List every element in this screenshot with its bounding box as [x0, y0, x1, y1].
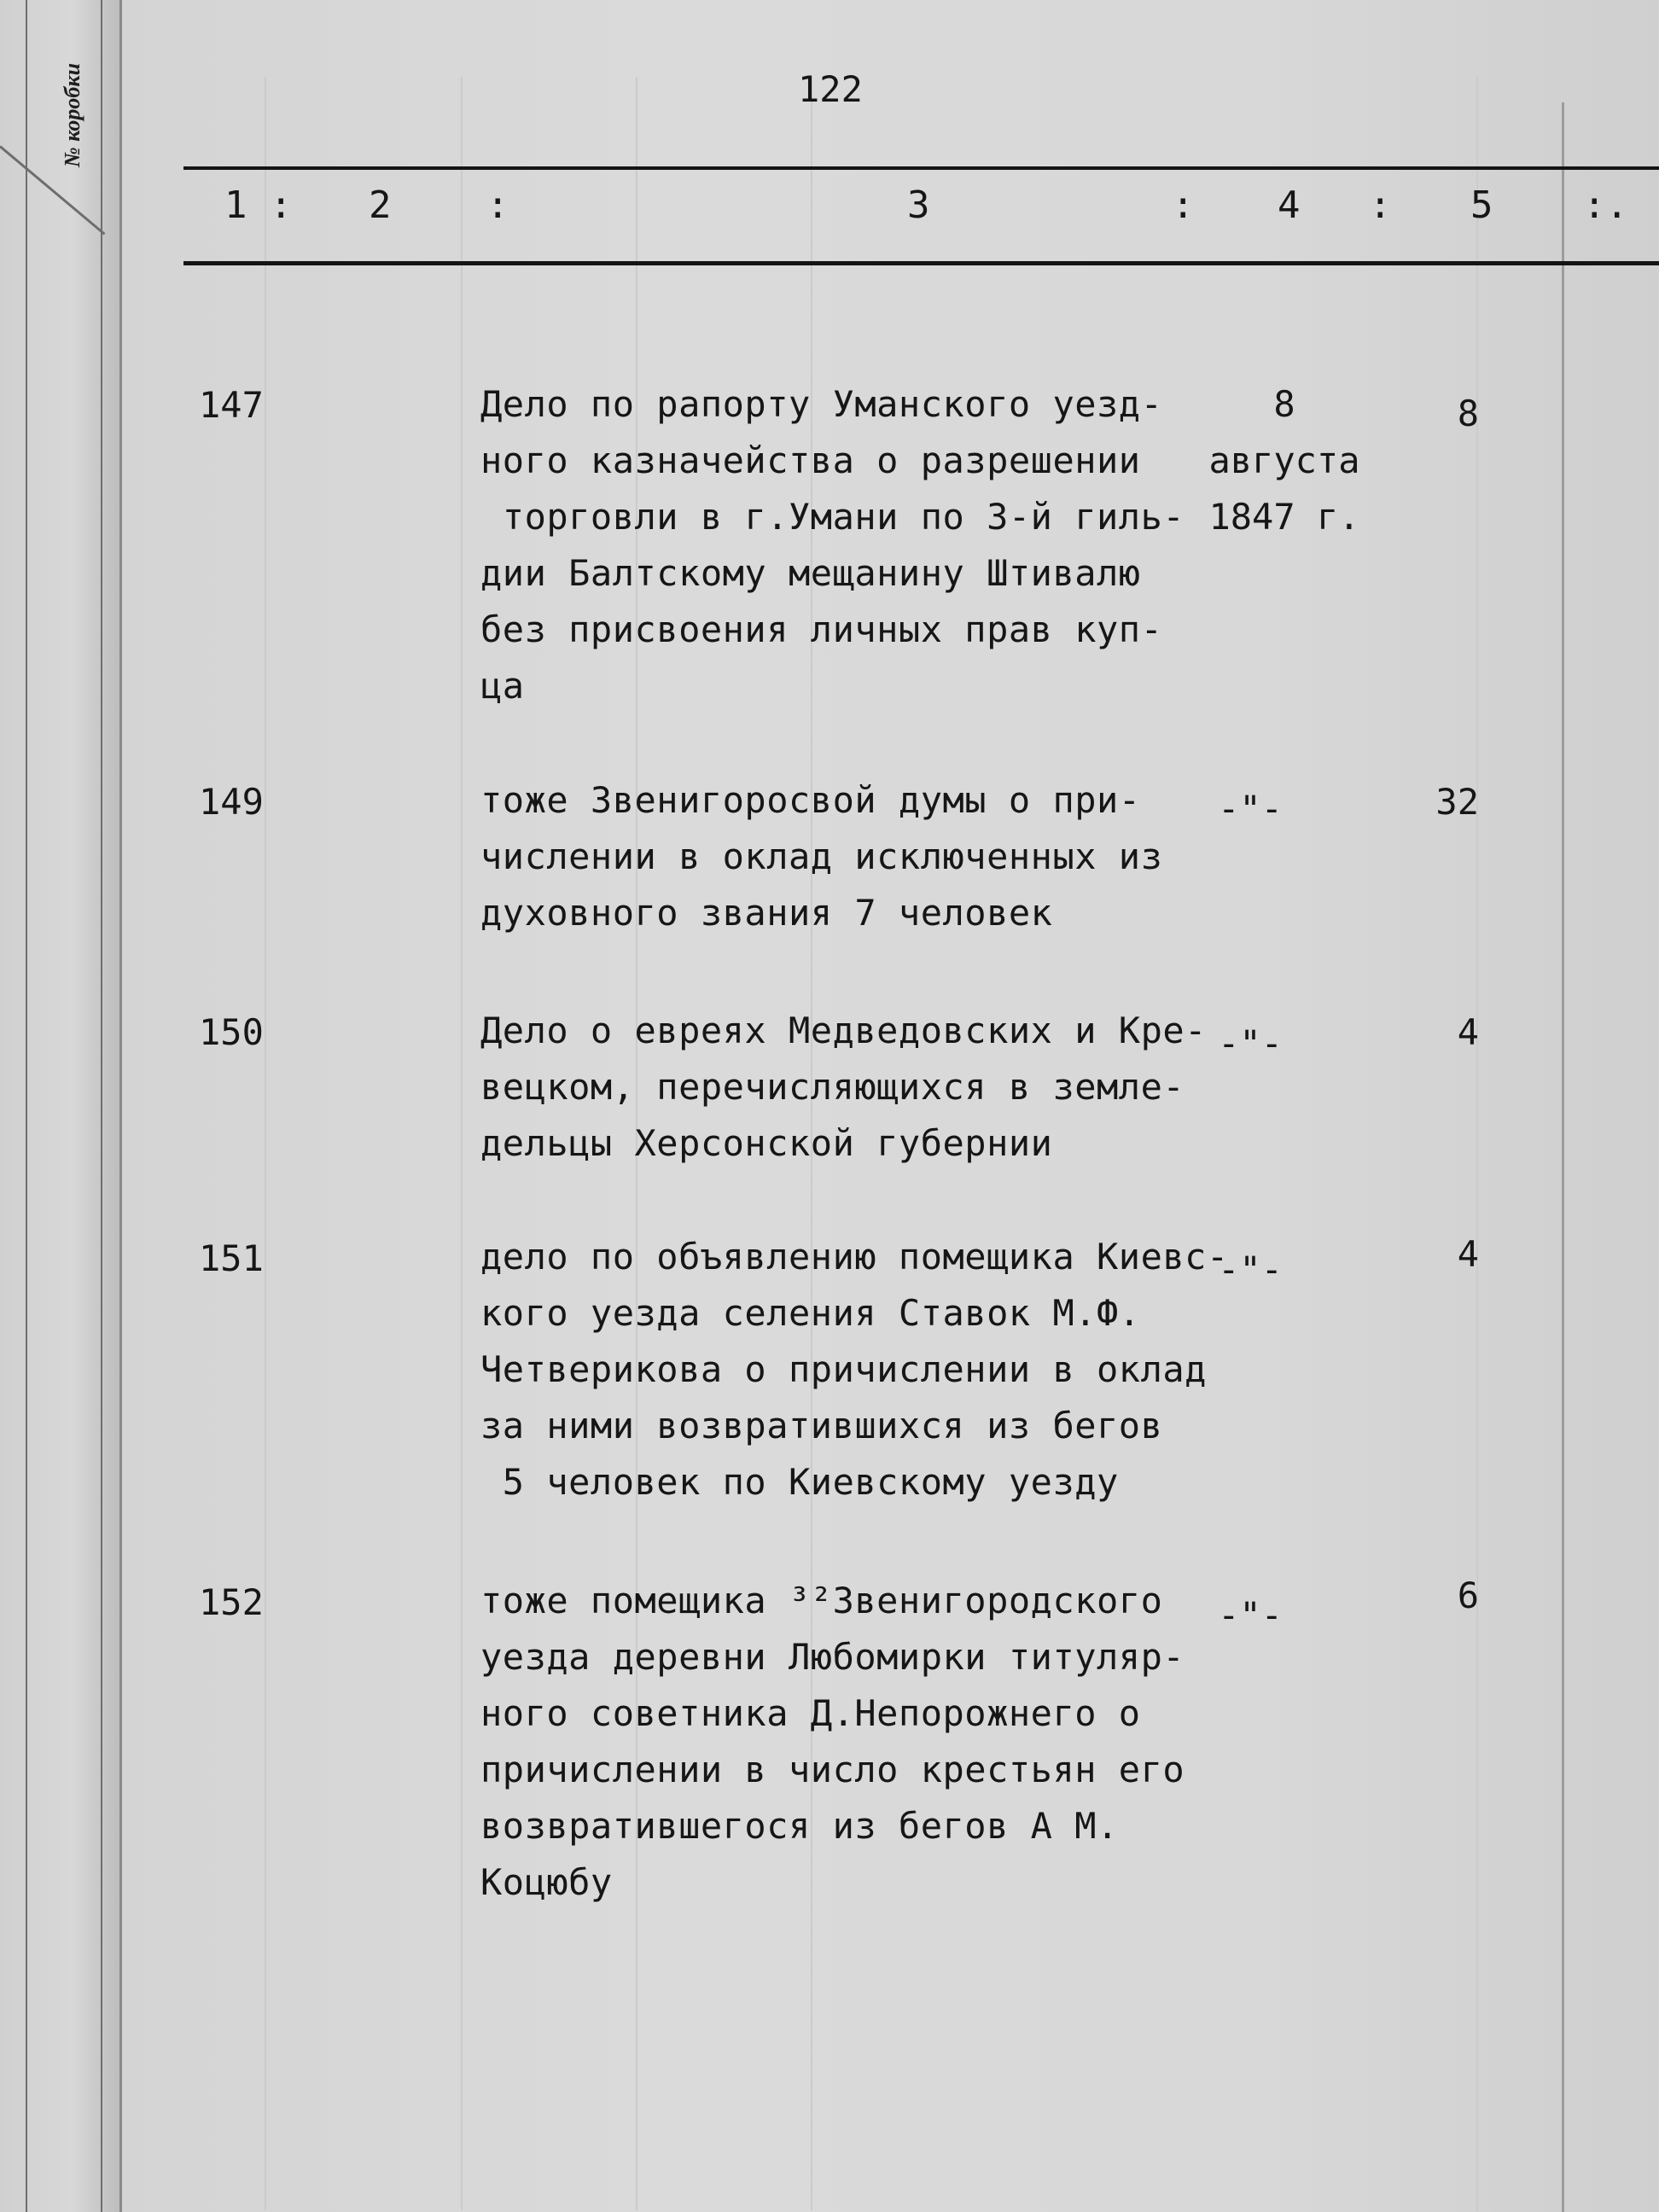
header-sep-5: :. [1583, 183, 1628, 227]
header-sep-2: : [486, 183, 509, 227]
case-description: дело по объявлению помещика Киевс- кого уезда селения Ставок М.Ф. Четверикова о причислении в оклад за ними возвратившихся из бегов 5 человек по Киевскому уезду [480, 1236, 1229, 1503]
case-description: Дело о евреях Медведовских и Кре- вецком, перечисляющихся в земле- дельцы Херсонской губернии [480, 1010, 1207, 1164]
case-date-ditto: -"- [1218, 1022, 1283, 1064]
faint-column-line [265, 77, 266, 2210]
case-number: 147 [199, 384, 264, 426]
header-col-5: 5 [1470, 183, 1493, 227]
case-date-ditto: -"- [1218, 1594, 1283, 1636]
case-number: 150 [199, 1011, 264, 1053]
case-number: 151 [199, 1237, 264, 1279]
right-margin-line [1562, 102, 1564, 2212]
binding-label-box [47, 34, 98, 196]
page-number: 122 [798, 68, 863, 110]
header-col-3: 3 [907, 183, 930, 227]
header-sep-3: : [1172, 183, 1195, 227]
case-sheet-count: 4 [1457, 1011, 1479, 1053]
case-description: тоже помещика ³²Звенигородского уезда деревни Любомирки титуляр- ного советника Д.Непорожнего о причислении в число крестьян его возвратившегося из бегов А М. Коцюбу [480, 1580, 1185, 1903]
header-col-4: 4 [1278, 183, 1301, 227]
binding-strip [0, 0, 122, 2212]
faint-column-line [461, 77, 463, 2210]
case-sheet-count: 8 [1457, 393, 1479, 434]
header-col-1: 1 : [224, 183, 293, 227]
box-number-label: № коробки [60, 62, 84, 168]
case-date: 8 августа 1847 г. [1208, 383, 1360, 538]
header-col-2: 2 [369, 183, 392, 227]
case-number: 152 [199, 1581, 264, 1623]
header-rule-top [183, 166, 1659, 170]
header-sep-4: : [1369, 183, 1392, 227]
binding-line [101, 0, 102, 2212]
case-number: 149 [199, 781, 264, 823]
case-description: тоже Звенигоросвой думы о при- числении в оклад исключенных из духовного звания 7 человек [480, 779, 1163, 934]
case-description: Дело по рапорту Уманского уезд- ного казначейства о разрешении торговли в г.Умани по 3-й гиль- дии Балтскому мещанину Штивалю без присвоения личных прав куп- ца [480, 383, 1185, 707]
case-sheet-count: 4 [1457, 1233, 1479, 1275]
case-date-ditto: -"- [1218, 1249, 1283, 1290]
header-rule-bottom [183, 261, 1659, 265]
binding-line [26, 0, 27, 2212]
case-date-ditto: -"- [1218, 788, 1283, 830]
case-sheet-count: 6 [1457, 1575, 1479, 1616]
case-sheet-count: 32 [1435, 781, 1479, 823]
